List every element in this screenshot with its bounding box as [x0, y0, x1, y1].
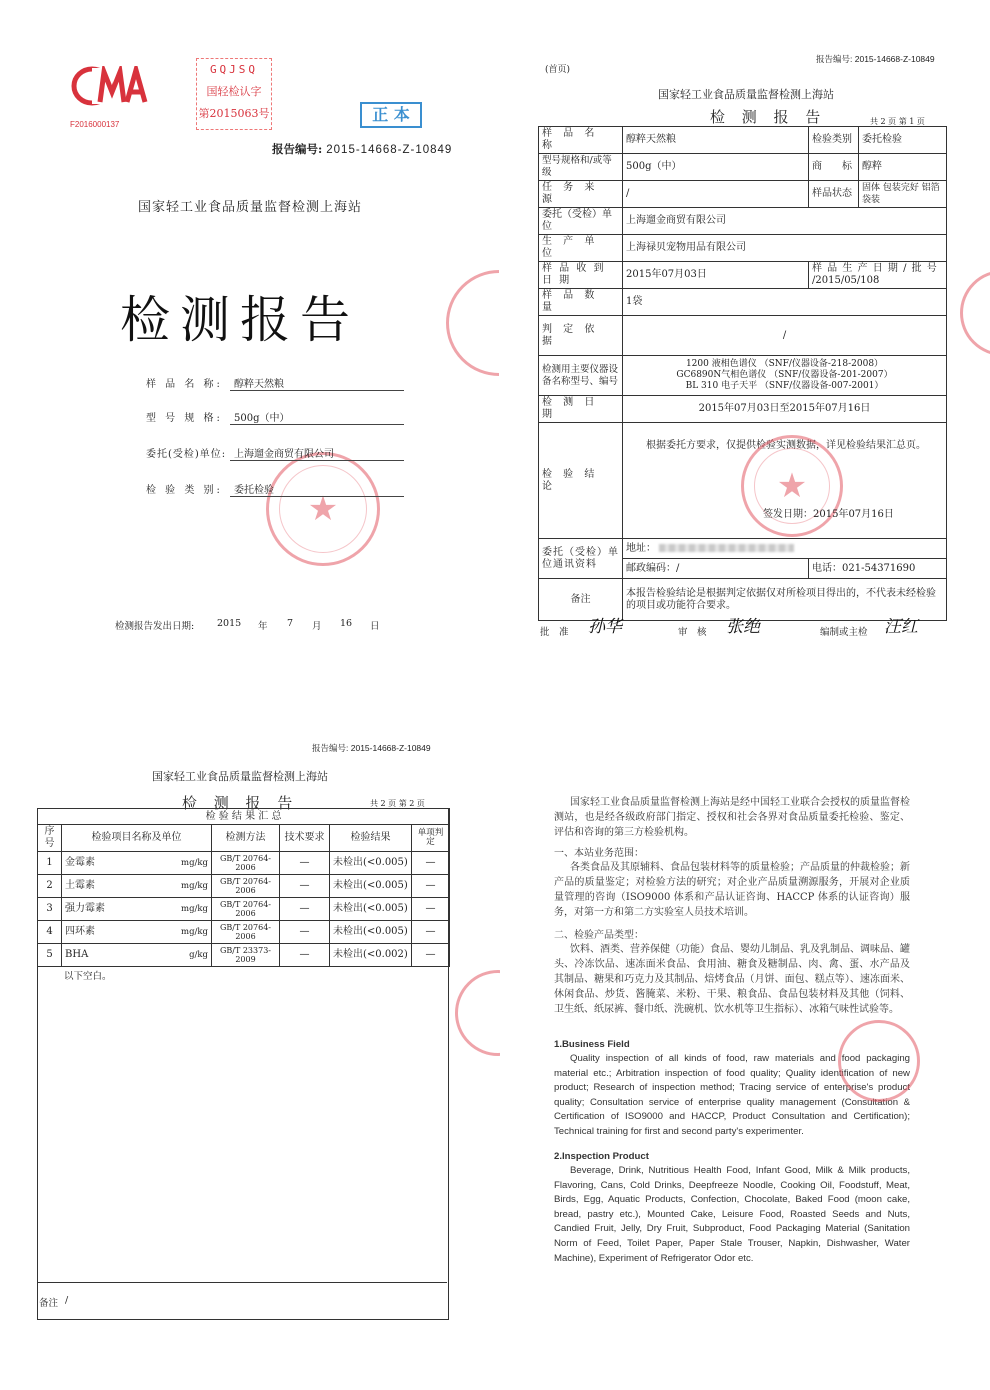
results-table [37, 808, 450, 967]
review-label: 审 核 [678, 627, 707, 638]
cell-value: 醇粹 [859, 154, 947, 181]
item-name: 强力霉素 [65, 903, 105, 914]
remark-value: / [65, 1295, 69, 1306]
cover-report-no [272, 141, 452, 157]
gq-stamp-line2: 国轻检认字 [206, 85, 262, 98]
report-no-value: 2015-14668-Z-10849 [326, 144, 453, 156]
ip-heading: 2.Inspection Product [554, 1151, 649, 1162]
blurred-address [659, 544, 794, 552]
approve-signature: 孙华 [588, 617, 622, 637]
col-header: 检验结果 [330, 825, 412, 852]
row-judge: — [412, 921, 450, 944]
row-item [62, 921, 212, 944]
row-no: 1 [38, 852, 62, 875]
cell-label: 检测用主要仪器设备名称型号、编号 [539, 356, 623, 396]
row-judge: — [412, 852, 450, 875]
bf-paragraph: Quality inspection of all kinds of food, raw materials and food packaging material etc.; Arbitration inspection of food quality; Quality identification of new product; Research of inspection method; Tracing service of enterprise's product quality; Consultation service of enterprise quality management (Consultation & Certification of ISO9000 and HACCP, Product Consultation and Certification); Technical training for first and second party's experimenter. [554, 1053, 910, 1137]
cell-value: / [623, 316, 947, 356]
prepare-signature: 汪红 [884, 617, 918, 637]
cell-label: 备注 [539, 579, 623, 621]
cover-field-sample [146, 375, 406, 391]
cell-label: 样 品 收 到 日 期 [539, 262, 623, 289]
row-no: 3 [38, 898, 62, 921]
item-unit: mg/kg [181, 858, 208, 868]
gq-stamp-code: GQJSQ [209, 63, 259, 76]
page2-title: 检 测 报 告 [182, 794, 299, 812]
page1-institute: 国家轻工业食品质量监督检测上海站 [658, 88, 834, 101]
date-year: 2015 [217, 618, 242, 629]
cell-value: 本报告检验结论是根据判定依据仅对所检项目得出的，不代表未经检验的项目或功能符合要求。 [623, 579, 947, 621]
equipment-line: BL 310 电子天平 （SNF/仪器设备-007-2001） [685, 381, 884, 391]
cell-label: 检验类别 [809, 127, 859, 154]
cell-value: 委托检验 [859, 127, 947, 154]
row-req: — [280, 944, 330, 967]
field-label: 型 号 规 格: [146, 413, 223, 424]
page1-page-info: 共 2 页 第 1 页 [870, 117, 925, 126]
row-result: 未检出(<0.005) [330, 921, 412, 944]
cell-label: 商 标 [809, 154, 859, 181]
scope-heading: 一、本站业务范围： [554, 848, 644, 859]
row-result: 未检出(<0.002) [330, 944, 412, 967]
item-unit: mg/kg [181, 881, 208, 891]
item-unit: g/kg [189, 950, 208, 960]
page2-remark [37, 1282, 447, 1319]
field-label: 检 验 类 别: [146, 485, 223, 496]
row-no: 4 [38, 921, 62, 944]
cover-round-stamp [266, 452, 380, 566]
date-month: 7 [287, 618, 294, 629]
row-req: — [280, 875, 330, 898]
item-name: 土霉素 [65, 880, 95, 891]
cover-field-type [146, 481, 406, 497]
cell-label: 检 测 日 期 [539, 396, 623, 423]
report-page-1 [500, 0, 990, 695]
cell-label: 委托（受检）单位 [539, 208, 623, 235]
equipment-list [623, 356, 947, 396]
gq-stamp-line3: 第2015063号 [198, 107, 270, 120]
cma-number: F2016000137 [70, 120, 120, 129]
row-method: GB/T 20764-2006 [212, 875, 280, 898]
review-signature: 张绝 [726, 617, 760, 637]
equipment-line: GC6890N气相色谱仪 （SNF/仪器设备-201-2007） [676, 370, 893, 380]
item-unit: mg/kg [181, 927, 208, 937]
cell-value: 2015年07月03日至2015年07月16日 [623, 396, 947, 423]
ip-paragraph: Beverage, Drink, Nutritious Health Food, Infant Good, Milk & Milk products, Flavoring, Cans, Cold Drinks, Deepfreeze Noodle, Cooking Oil, Foodstuff, Meat, Birds, Egg, Aquatic Products, Confection, Chocolate, Baked Food (moon cake, bread, pastry etc.), Mounted Cake, Leisure Food, Roasted Seeds and Nuts, Candied Fruit, Jelly, Dry Fruit, Subproduct, Food Packaging Material (Sanitation Norm of Feed, Toilet Paper, Paper Stale Trouser, Napkin, Dishwasher, Water Machine), Experiment of Refrigerator Odor etc. [554, 1165, 910, 1264]
field-label: 委托(受检)单位: [146, 449, 227, 460]
product-heading: 二、检验产品类型： [554, 930, 644, 941]
field-value: 醇粹天然粮 [230, 375, 404, 391]
equipment-line: 1200 液相色谱仪 （SNF/仪器设备-218-2008） [685, 359, 884, 369]
report-no-value: 2015-14668-Z-10849 [854, 54, 935, 64]
col-header: 检测方法 [212, 825, 280, 852]
page1-info-table [538, 126, 947, 621]
cell-value: 上海遛金商贸有限公司 [623, 208, 947, 235]
row-judge: — [412, 875, 450, 898]
cell-label: 任 务 来 源 [539, 181, 623, 208]
col-header: 单项判定 [412, 825, 450, 852]
row-item [62, 875, 212, 898]
cell-label: 样品状态 [809, 181, 859, 208]
conclusion-round-stamp [741, 435, 843, 537]
cell-label: 生 产 单 位 [539, 235, 623, 262]
prepare-label: 编制或主检 [820, 627, 868, 638]
page-tag: (首页) [545, 65, 571, 75]
field-label: 样 品 名 称: [146, 379, 223, 390]
row-method: GB/T 20764-2006 [212, 898, 280, 921]
field-value: 上海遛金商贸有限公司 [230, 445, 404, 461]
cell-label: 判 定 依 据 [539, 316, 623, 356]
table-header-row [38, 825, 450, 852]
cover-date-line [115, 618, 395, 632]
cma-logo [70, 66, 148, 106]
report-no-label: 报告编号: [312, 743, 349, 753]
cell-value: 上海禄贝宠物用品有限公司 [623, 235, 947, 262]
cover-institute: 国家轻工业食品质量监督检测上海站 [138, 200, 363, 215]
cma-logo-icon [70, 66, 148, 106]
row-req: — [280, 921, 330, 944]
cell-value: 1袋 [623, 289, 947, 316]
field-value: 委托检验 [230, 481, 404, 497]
intro-paragraph: 国家轻工业食品质量监督检测上海站是经中国轻工业联合会授权的质量监督检测站，也是经各级政府部门指定、授权和社会各界对食品质量委托检验、鉴定、评估和咨询的第三方检验机构。 [554, 797, 910, 838]
row-result: 未检出(<0.005) [330, 852, 412, 875]
row-judge: — [412, 898, 450, 921]
cell-label: 样 品 数 量 [539, 289, 623, 316]
issue-date: 签发日期：2015年07月16日 [763, 509, 894, 520]
summary-title: 检 验 结 果 汇 总 [38, 809, 450, 825]
bf-heading: 1.Business Field [554, 1039, 630, 1050]
date-label: 检测报告发出日期: [115, 621, 195, 632]
table-row [38, 898, 450, 921]
report-page-2 [0, 700, 495, 1390]
cell-value: 2015年07月03日 [623, 262, 809, 289]
row-req: — [280, 852, 330, 875]
star-icon: ★ [776, 466, 808, 506]
table-row [38, 921, 450, 944]
cell-label: 样 品 名 称 [539, 127, 623, 154]
item-name: BHA [65, 949, 89, 960]
cell-value: / [623, 181, 809, 208]
gq-stamp [196, 58, 272, 130]
institute-info-page [500, 700, 990, 1390]
row-judge: — [412, 944, 450, 967]
cell-label: 委托（受检）单位通讯资料 [539, 539, 623, 579]
day-char: 日 [370, 621, 380, 632]
cell-value: 邮政编码：/ [623, 559, 809, 579]
table-row [38, 852, 450, 875]
table-row [38, 944, 450, 967]
field-value: 500g（中） [230, 409, 404, 425]
col-header: 序号 [38, 825, 62, 852]
page1-report-no [816, 53, 935, 65]
item-unit: mg/kg [181, 904, 208, 914]
row-item [62, 852, 212, 875]
cell-value: 电话：021-54371690 [809, 559, 947, 579]
col-header: 检验项目名称及单位 [62, 825, 212, 852]
conclusion-cell [623, 423, 947, 539]
row-method: GB/T 23373-2009 [212, 944, 280, 967]
conclusion-text: 根据委托方要求，仅提供检验实测数据，详见检验结果汇总页。 [646, 440, 926, 451]
cell-value: 固体 包装完好 铝箔袋装 [859, 181, 947, 208]
cell-value: 醇粹天然粮 [623, 127, 809, 154]
row-no: 2 [38, 875, 62, 898]
info-round-stamp [838, 1020, 920, 1102]
scope-paragraph: 各类食品及其原辅料、食品包装材料等的质量检验；产品质量的仲裁检验；新产品的质量鉴定；对检验方法的研究；对企业产品质量溯源服务，开展对企业质量管理的咨询（ISO9000 体系和产品认证咨询、HACCP 体系的认证咨询）服务，对第一方和第二方实验室人员技术培训。 [554, 862, 910, 918]
row-result: 未检出(<0.005) [330, 898, 412, 921]
page2-institute: 国家轻工业食品质量监督检测上海站 [152, 770, 328, 783]
report-no-value: 2015-14668-Z-10849 [350, 743, 431, 753]
signature-row [540, 612, 960, 642]
cover-field-model [146, 409, 406, 425]
col-header: 技术要求 [280, 825, 330, 852]
row-item [62, 898, 212, 921]
cell-value: 500g（中） [623, 154, 809, 181]
month-char: 月 [312, 621, 322, 632]
row-method: GB/T 20764-2006 [212, 852, 280, 875]
cover-page [0, 0, 495, 695]
page2-page-info: 共 2 页 第 2 页 [370, 799, 425, 808]
year-char: 年 [258, 621, 268, 632]
row-req: — [280, 898, 330, 921]
cell-label: 检 验 结 论 [539, 423, 623, 539]
report-no-label: 报告编号: [272, 142, 323, 156]
row-result: 未检出(<0.005) [330, 875, 412, 898]
cell-value: /2015/05/108 [812, 275, 880, 286]
row-item [62, 944, 212, 967]
produced-cell [809, 262, 947, 289]
address-cell [623, 539, 947, 559]
product-paragraph: 饮料、酒类、营养保健（功能）食品、婴幼儿制品、乳及乳制品、调味品、罐头、冷冻饮品、速冻面米食品、食用油、糖食及糖制品、肉、禽、蛋、水产品及其制品、糖果和巧克力及其制品、焙烤食品（月饼、面包、糕点等）、速冻面米、休闲食品、炒货、酱腌菜、米粉、干果、粮食品、食品包装材料及其他（饲料、卫生纸、纸尿裤、餐巾纸、洗碗机、饮水机等卫生指标）、冰箱气味性试验等。 [554, 944, 910, 1015]
page2-report-no [312, 742, 431, 754]
item-name: 四环素 [65, 926, 95, 937]
original-stamp: 正 本 [360, 102, 422, 128]
report-no-label: 报告编号: [816, 54, 853, 64]
blank-note: 以下空白。 [64, 971, 112, 982]
cell-label: 样 品 生 产 日 期 / 批 号 [812, 263, 938, 274]
cell-label: 型号规格和/或等级 [539, 154, 623, 181]
remark-label: 备注 [39, 1298, 59, 1309]
row-method: GB/T 20764-2006 [212, 921, 280, 944]
page1-title: 检 测 报 告 [710, 108, 827, 126]
star-icon: ★ [307, 489, 339, 529]
date-day: 16 [340, 618, 353, 629]
table-row [38, 875, 450, 898]
item-name: 金霉素 [65, 857, 95, 868]
cover-big-title: 检测报告 [120, 291, 360, 349]
cover-field-client [146, 445, 406, 461]
approve-label: 批 准 [540, 627, 569, 638]
address-label: 地址： [626, 542, 656, 554]
row-no: 5 [38, 944, 62, 967]
